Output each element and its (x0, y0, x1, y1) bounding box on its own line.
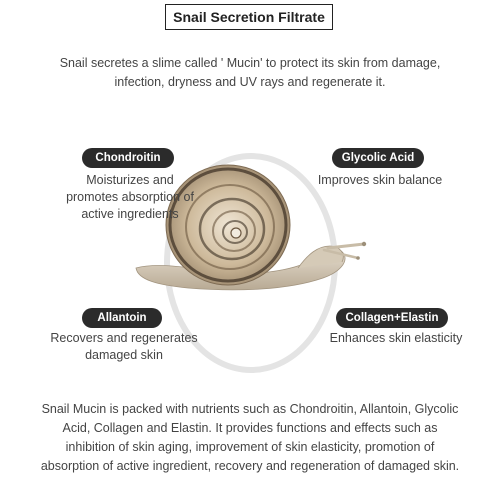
ingredient-desc-allantoin: Recovers and regenerates damaged skin (50, 331, 198, 362)
ingredient-badge-allantoin: Allantoin (82, 308, 162, 328)
ingredient-badge-collagen-elastin: Collagen+Elastin (336, 308, 448, 328)
ingredient-badge-glycolic-acid: Glycolic Acid (332, 148, 424, 168)
intro-text: Snail secretes a slime called ' Mucin' to protect its skin from damage, infection, dryness and UV rays and regenerate it. (59, 56, 441, 89)
page-title: Snail Secretion Filtrate (165, 4, 333, 30)
ingredient-badge-chondroitin: Chondroitin (82, 148, 174, 168)
ingredient-desc-chondroitin: Moisturizes and promotes absorption of active ingredients (66, 173, 194, 221)
ingredient-desc-collagen-elastin: Enhances skin elasticity (329, 331, 463, 345)
outro-text: Snail Mucin is packed with nutrients such as Chondroitin, Allantoin, Glycolic Acid, Collagen and Elastin. It provides functions and effects such as inhibition of skin aging, improvement of skin elasticity, promotion of absorption of active ingredient, recovery and regeneration of damaged skin. (40, 402, 460, 473)
ingredient-desc-glycolic-acid: Improves skin balance (317, 173, 443, 187)
